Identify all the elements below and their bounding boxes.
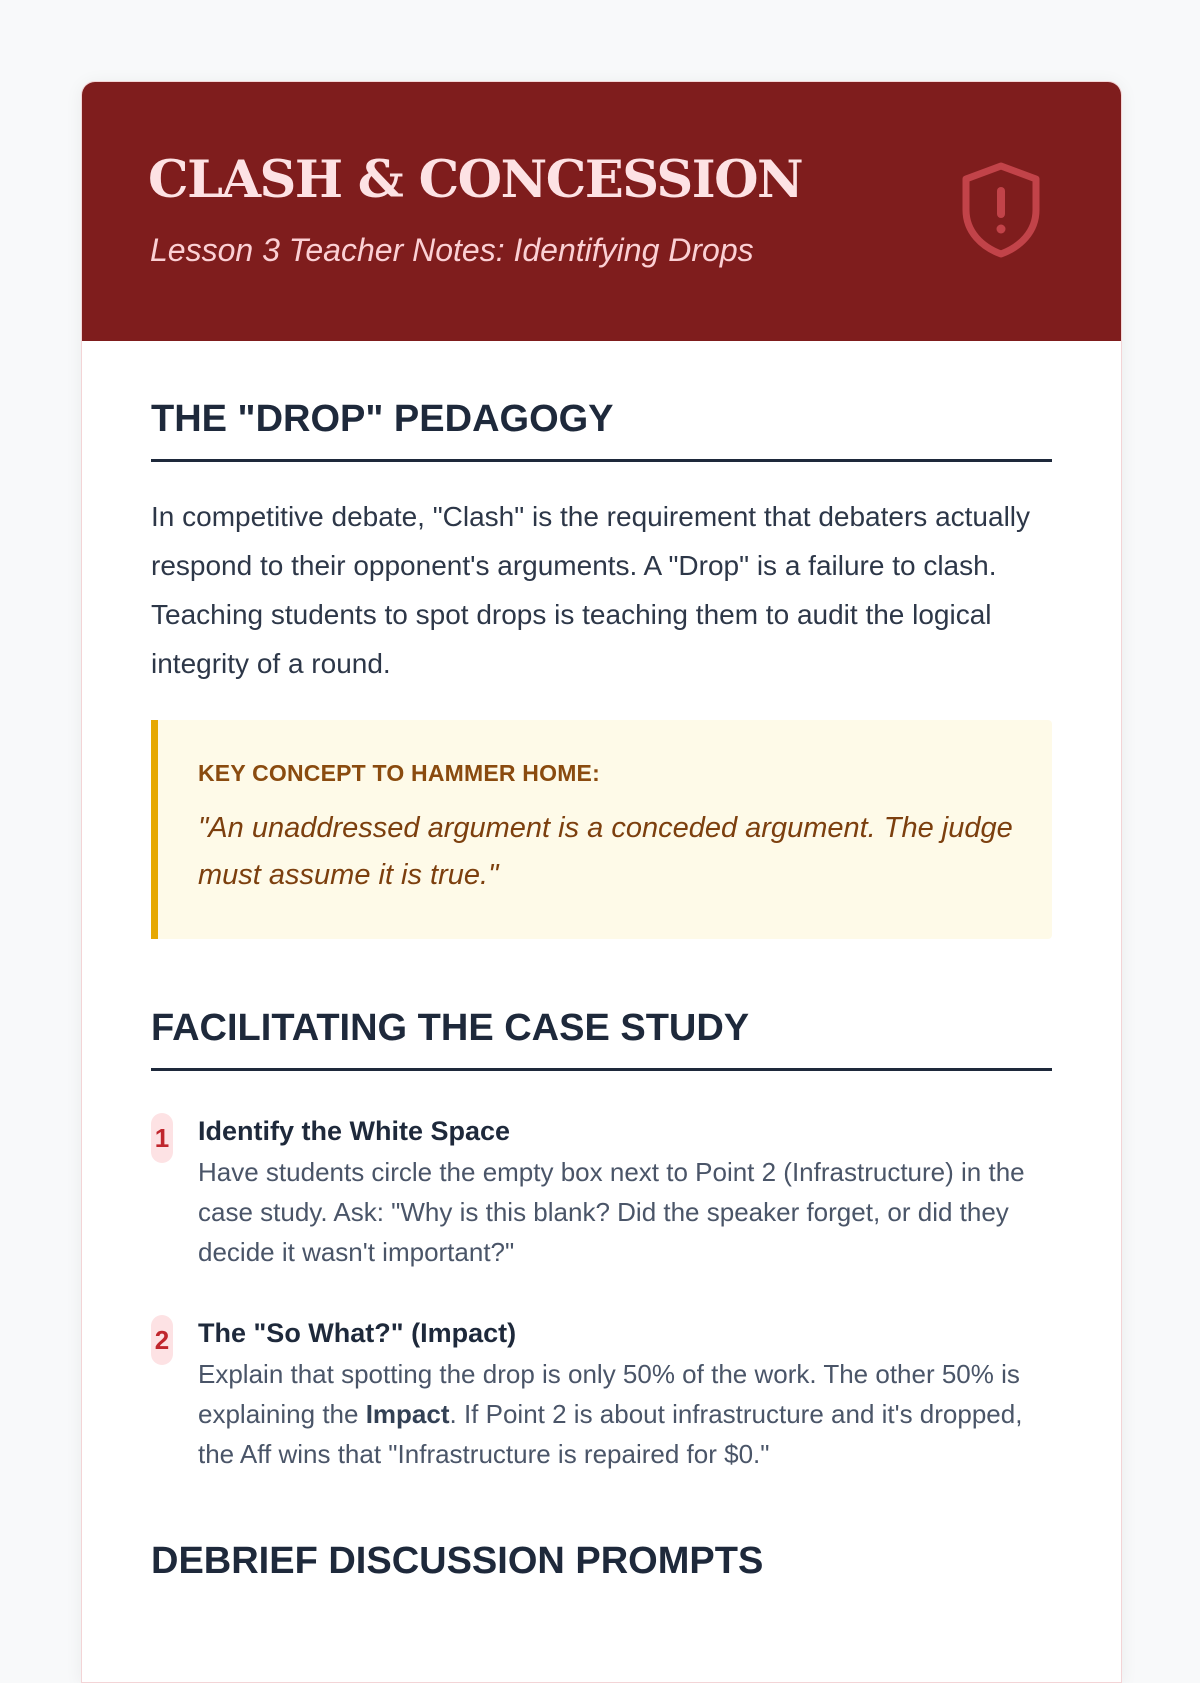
lesson-card xyxy=(81,81,1122,1683)
step-body xyxy=(198,1354,1052,1474)
drop-pedagogy-paragraph: In competitive debate, "Clash" is the requirement that debaters actually respond to their opponent's arguments. A "Drop" is a failure to clash. Teaching students to spot drops is teaching them to audit the logical integrity of a round. xyxy=(151,501,1031,679)
step-number-badge: 1 xyxy=(151,1113,173,1163)
lesson-title: CLASH & CONCESSION xyxy=(148,150,803,210)
key-concept-callout xyxy=(151,720,1052,939)
lesson-content xyxy=(151,398,1052,1601)
section-title-debrief: DEBRIEF DISCUSSION PROMPTS xyxy=(151,1540,764,1582)
lesson-subtitle: Lesson 3 Teacher Notes: Identifying Drops xyxy=(150,232,754,268)
section-title-drop-pedagogy: THE "DROP" PEDAGOGY xyxy=(151,398,1052,462)
shield-alert-icon xyxy=(958,160,1044,260)
section-title-case-study: FACILITATING THE CASE STUDY xyxy=(151,1007,1052,1071)
step-body-emphasis: Impact xyxy=(365,1399,450,1429)
step-title: Identify the White Space xyxy=(198,1116,511,1146)
callout-quote: "An unaddressed argument is a conceded argument. The judge must assume it is true." xyxy=(198,812,1013,891)
case-study-steps xyxy=(151,1113,1052,1474)
step-body-text: Explain that spotting the drop is only 50% of the work. The other 50% is explaining the xyxy=(198,1359,1020,1429)
step-body-text: . If Point 2 is about infrastructure and it's dropped, the Aff wins that "Infrastructure is repaired for $0." xyxy=(198,1399,1023,1469)
step-title: The "So What?" (Impact) xyxy=(198,1318,517,1348)
step-body: Have students circle the empty box next to Point 2 (Infrastructure) in the case study. Ask: "Why is this blank? Did the speaker forget, or did they decide it wasn't important?" xyxy=(198,1157,1025,1267)
list-item xyxy=(151,1113,1052,1272)
list-item xyxy=(151,1315,1052,1474)
lesson-header xyxy=(82,82,1121,341)
step-number-badge: 2 xyxy=(151,1315,173,1365)
callout-label: KEY CONCEPT TO HAMMER HOME: xyxy=(198,760,600,786)
